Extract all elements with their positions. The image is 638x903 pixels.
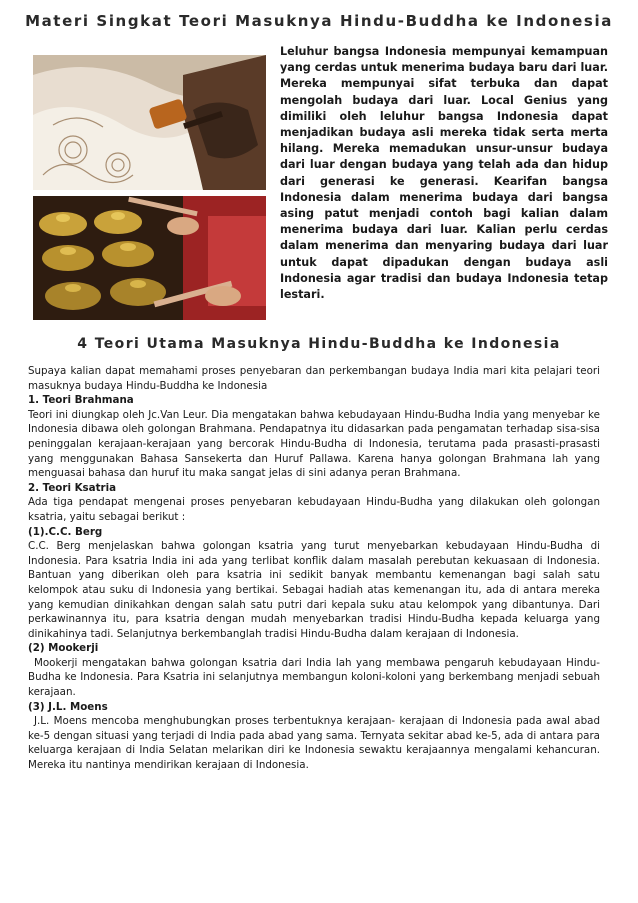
theory-1-heading: 1. Teori Brahmana [28, 394, 134, 407]
lead-paragraph: Supaya kalian dapat memahami proses penyebaran dan perkembangan budaya India mari kita pelajari teori masuknya budaya Hindu-Buddha ke Indonesia [28, 365, 600, 392]
batik-illustration [33, 55, 266, 190]
theory-1-text: Teori ini diungkap oleh Jc.Van Leur. Dia mengatakan bahwa kebudayaan Hindu-Budha India yang menyebar ke Indonesia dibawa oleh golongan Brahmana. Pendapatnya itu didasarkan pada pengamatan terhadap sisa-sisa peninggalan kerajaan-kerajaan yang bercorak Hindu-Budha di Indonesia, terutama pada prasasti-prasasti yang menggunakan Bahasa Sansekerta dan Huruf Pallawa. Karena hanya golongan Brahmana lah yang menguasai bahasa dan huruf itu maka sangat jelas di sini adanya peran Brahmana. [28, 408, 600, 480]
opinion-1-text: C.C. Berg menjelaskan bahwa golongan ksatria yang turut menyebarkan kebudayaan Hindu-Budha di Indonesia. Para ksatria India ini ada yang terlibat konflik dalam masalah perebutan kekuasaan di Indonesia. Bantuan yang diberikan oleh para ksatria ini sedikit banyak membantu kemenangan bagi salah satu kelompok atau suku di Indonesia yang bertikai. Sebagai hadiah atas kemenangan itu, ada di antara mereka yang kemudian dinikahkan dengan salah satu putri dari kepala suku atau kelompok yang dibantunya. Dari perkawinannya itu, para ksatria dengan mudah menyebarkan tradisi Hindu-Budha kepada keluarga yang dinikahinya tadi. Selanjutnya berkembanglah tradisi Hindu-Budha dalam kerajaan di Indonesia. [28, 540, 600, 640]
opinion-3-heading: (3) J.L. Moens [28, 700, 108, 713]
gamelan-illustration [33, 196, 266, 320]
opinion-3-text: J.L. Moens mencoba menghubungkan proses terbentuknya kerajaan- kerajaan di Indonesia pada awal abad ke-5 dengan situasi yang terjadi di India pada abad yang sama. Ternyata sekitar abad ke-5, ada di antara para keluarga kerajaan di India Selatan melarikan diri ke Indonesia sewaktu kerajaannya mengalami kehancuran. Mereka itu nantinya mendirikan kerajaan di Indonesia. [28, 715, 600, 772]
gamelan-photo [33, 196, 266, 320]
theory-body [28, 364, 600, 773]
section-subtitle: 4 Teori Utama Masuknya Hindu-Buddha ke Indonesia [77, 336, 561, 352]
theory-2-heading: 2. Teori Ksatria [28, 481, 117, 494]
batik-photo [33, 55, 266, 190]
opinion-2-heading: (2) Mookerji [28, 642, 99, 655]
theory-2-text: Ada tiga pendapat mengenai proses penyebaran kebudayaan Hindu-Budha yang dilakukan oleh golongan ksatria, yaitu sebagai berikut : [28, 496, 600, 523]
opinion-1-heading: (1).C.C. Berg [28, 525, 103, 538]
intro-paragraph: Leluhur bangsa Indonesia mempunyai kemampuan yang cerdas untuk menerima budaya baru dari luar. Mereka mempunyai sifat terbuka dan dapat mengolah budaya dari luar. Local Genius yang dimiliki oleh leluhur bangsa Indonesia dapat menjadikan budaya asli mereka tidak serta merta hilang. Mereka memadukan unsur-unsur budaya dari luar dengan budaya yang telah ada dan hidup dari generasi ke generasi. Kearifan bangsa Indonesia dalam menerima budaya dari bangsa asing patut menjadi contoh bagi kalian dalam menerima budaya dari luar. Kalian perlu cerdas dalam menerima dan menyaring budaya dari luar untuk dapat dipadukan dengan budaya asli Indonesia agar tradisi dan budaya Indonesia tetap lestari. [280, 45, 608, 302]
page-title: Materi Singkat Teori Masuknya Hindu-Buddha ke Indonesia [25, 12, 613, 30]
opinion-2-text: Mookerji mengatakan bahwa golongan ksatria dari India lah yang membawa pengaruh kebudayaan Hindu-Budha ke Indonesia. Para Ksatria ini selanjutnya membangun koloni-koloni yang berkembang menjadi sebuah kerajaan. [28, 656, 600, 699]
